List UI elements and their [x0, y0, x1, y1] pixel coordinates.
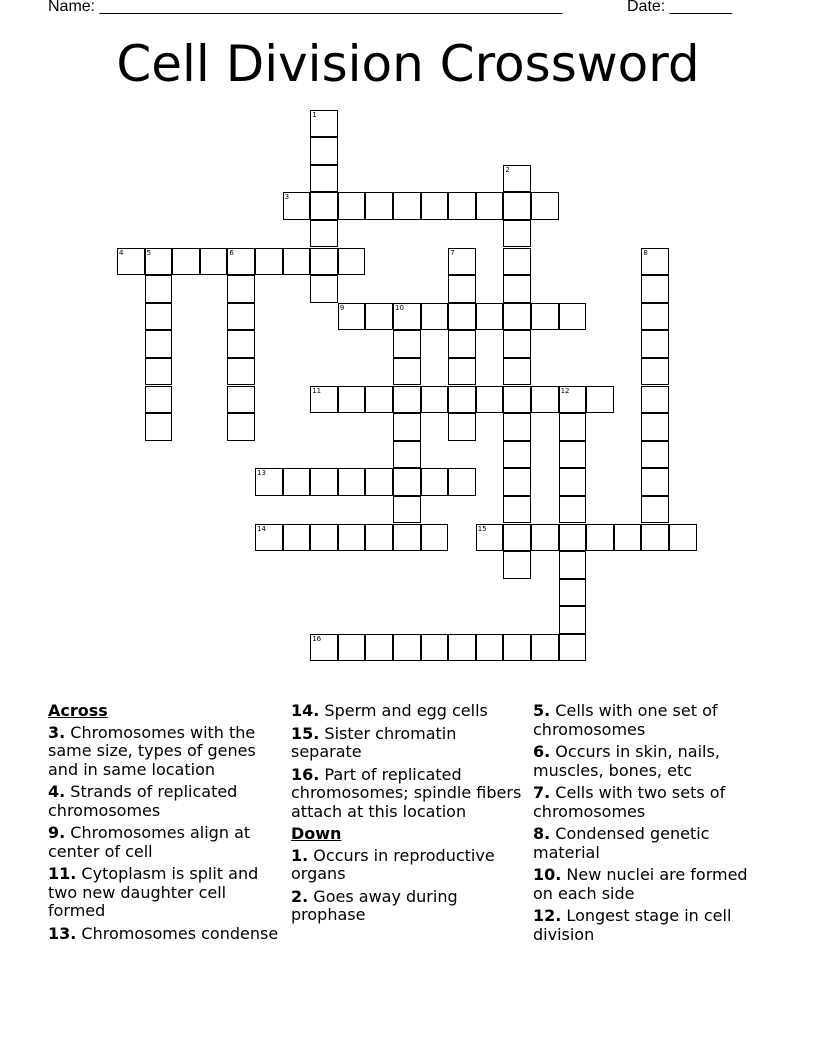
clue-down-7: 7. Cells with two sets of chromosomes — [533, 783, 726, 821]
grid-cell[interactable] — [227, 386, 255, 414]
grid-cell[interactable] — [338, 634, 366, 662]
grid-cell[interactable] — [310, 165, 338, 193]
grid-cell[interactable] — [310, 275, 338, 303]
grid-cell[interactable] — [448, 358, 476, 386]
grid-cell[interactable] — [421, 192, 449, 220]
grid-cell[interactable] — [393, 330, 421, 358]
grid-cell[interactable] — [641, 330, 669, 358]
grid-cell[interactable] — [117, 248, 145, 276]
grid-cell[interactable] — [338, 468, 366, 496]
grid-cell[interactable] — [227, 248, 255, 276]
grid-cell[interactable] — [310, 524, 338, 552]
grid-cell[interactable] — [641, 524, 669, 552]
grid-cell[interactable] — [448, 468, 476, 496]
clue-down-5: 5. Cells with one set of chromosomes — [533, 701, 718, 739]
grid-cell[interactable] — [145, 358, 173, 386]
grid-cell[interactable] — [503, 303, 531, 331]
grid-cell[interactable] — [641, 413, 669, 441]
clue-number: 6 — [229, 248, 234, 257]
grid-cell[interactable] — [338, 248, 366, 276]
grid-cell[interactable] — [421, 468, 449, 496]
grid-cell[interactable] — [503, 551, 531, 579]
grid-cell[interactable] — [145, 413, 173, 441]
clue-number: 7 — [450, 248, 455, 257]
grid-cell[interactable] — [310, 634, 338, 662]
grid-cell[interactable] — [283, 468, 311, 496]
grid-cell[interactable] — [393, 192, 421, 220]
clues-column-3 — [533, 702, 769, 948]
grid-cell[interactable] — [448, 330, 476, 358]
grid-cell[interactable] — [448, 303, 476, 331]
grid-cell[interactable] — [310, 192, 338, 220]
page-title: Cell Division Crossword — [116, 35, 700, 93]
grid-cell[interactable] — [172, 248, 200, 276]
grid-cell[interactable] — [310, 220, 338, 248]
grid-cell[interactable] — [641, 303, 669, 331]
grid-cell[interactable] — [476, 386, 504, 414]
grid-cell[interactable] — [393, 441, 421, 469]
grid-cell[interactable] — [283, 192, 311, 220]
grid-cell[interactable] — [641, 358, 669, 386]
clue-number: 16 — [312, 634, 322, 643]
grid-cell[interactable] — [559, 579, 587, 607]
grid-cell[interactable] — [559, 634, 587, 662]
grid-cell[interactable] — [421, 386, 449, 414]
clue-number: 5 — [146, 248, 152, 257]
grid-cell[interactable] — [669, 524, 697, 552]
clue-across-9: 9. Chromosomes align at center of cell — [48, 823, 251, 861]
grid-cell[interactable] — [365, 303, 393, 331]
clue-number: 11 — [312, 386, 322, 395]
grid-cell[interactable] — [255, 248, 283, 276]
clue-number: 15 — [477, 524, 487, 533]
grid-cell[interactable] — [421, 303, 449, 331]
grid-cell[interactable] — [393, 358, 421, 386]
grid-cell[interactable] — [531, 386, 559, 414]
clue-down-8: 8. Condensed genetic material — [533, 824, 710, 862]
grid-cell[interactable] — [393, 413, 421, 441]
grid-cell[interactable] — [227, 303, 255, 331]
grid-cell[interactable] — [227, 413, 255, 441]
grid-cell[interactable] — [421, 524, 449, 552]
grid-cell[interactable] — [503, 165, 531, 193]
grid-cell[interactable] — [255, 524, 283, 552]
date-field[interactable]: Date: _______ — [627, 0, 732, 15]
grid-cell[interactable] — [338, 192, 366, 220]
grid-cell[interactable] — [559, 413, 587, 441]
grid-cell[interactable] — [531, 303, 559, 331]
clue-number: 2 — [505, 165, 510, 174]
clue-across-3: 3. Chromosomes with the same size, types of genes and in same location — [48, 722, 256, 779]
grid-cell[interactable] — [338, 386, 366, 414]
grid-cell[interactable] — [531, 634, 559, 662]
grid-cell[interactable] — [448, 275, 476, 303]
grid-cell[interactable] — [641, 496, 669, 524]
clue-down-6: 6. Occurs in skin, nails, muscles, bones, etc — [533, 742, 720, 780]
clue-number: 12 — [560, 386, 570, 395]
grid-cell[interactable] — [503, 524, 531, 552]
grid-cell[interactable] — [365, 524, 393, 552]
grid-cell[interactable] — [641, 275, 669, 303]
grid-cell[interactable] — [586, 524, 614, 552]
grid-cell[interactable] — [559, 441, 587, 469]
grid-cell[interactable] — [503, 468, 531, 496]
grid-cell[interactable] — [503, 275, 531, 303]
clue-down-10: 10. New nuclei are formed on each side — [533, 865, 748, 903]
grid-cell[interactable] — [503, 634, 531, 662]
grid-cell[interactable] — [503, 248, 531, 276]
grid-cell[interactable] — [531, 192, 559, 220]
grid-cell[interactable] — [503, 192, 531, 220]
grid-cell[interactable] — [503, 413, 531, 441]
clue-number: 10 — [395, 303, 404, 312]
clue-number: 4 — [119, 248, 124, 257]
clues-column-2 — [291, 702, 527, 929]
clue-down-12: 12. Longest stage in cell division — [533, 906, 732, 944]
grid-cell[interactable] — [227, 330, 255, 358]
grid-cell[interactable] — [393, 468, 421, 496]
clue-across-11: 11. Cytoplasm is split and two new daughter cell formed — [48, 864, 259, 920]
clue-across-14: 14. Sperm and egg cells — [291, 701, 488, 720]
grid-cell[interactable] — [641, 386, 669, 414]
grid-cell[interactable] — [310, 386, 338, 414]
grid-cell[interactable] — [365, 468, 393, 496]
grid-cell[interactable] — [200, 248, 228, 276]
grid-cell[interactable] — [393, 386, 421, 414]
grid-cell[interactable] — [448, 634, 476, 662]
grid-cell[interactable] — [145, 248, 173, 276]
grid-cell[interactable] — [503, 386, 531, 414]
clue-number: 1 — [312, 110, 317, 119]
grid-cell[interactable] — [559, 606, 587, 634]
grid-cell[interactable] — [310, 468, 338, 496]
grid-cell[interactable] — [476, 524, 504, 552]
grid-cell[interactable] — [393, 524, 421, 552]
grid-cell[interactable] — [393, 496, 421, 524]
grid-cell[interactable] — [586, 386, 614, 414]
name-field[interactable]: Name: ____________________________________________________ — [48, 0, 563, 15]
grid-cell[interactable] — [338, 524, 366, 552]
clue-across-4: 4. Strands of replicated chromosomes — [48, 782, 238, 820]
grid-cell[interactable] — [145, 275, 173, 303]
grid-cell[interactable] — [310, 110, 338, 138]
grid-cell[interactable] — [310, 248, 338, 276]
grid-cell[interactable] — [476, 192, 504, 220]
grid-cell[interactable] — [559, 468, 587, 496]
grid-cell[interactable] — [641, 468, 669, 496]
grid-cell[interactable] — [365, 634, 393, 662]
grid-cell[interactable] — [145, 330, 173, 358]
grid-cell[interactable] — [641, 248, 669, 276]
clue-down-2: 2. Goes away during prophase — [291, 886, 458, 924]
grid-cell[interactable] — [448, 192, 476, 220]
clues-column-1 — [48, 702, 284, 947]
grid-cell[interactable] — [365, 386, 393, 414]
clue-across-16: 16. Part of replicated chromosomes; spindle fibers attach at this location — [291, 764, 522, 821]
grid-cell[interactable] — [503, 330, 531, 358]
grid-cell[interactable] — [393, 634, 421, 662]
clue-down-1: 1. Occurs in reproductive organs — [291, 845, 495, 883]
grid-cell[interactable] — [531, 524, 559, 552]
clue-across-13: 13. Chromosomes condense — [48, 923, 279, 943]
grid-cell[interactable] — [559, 496, 587, 524]
clue-number: 14 — [257, 524, 266, 533]
grid-cell[interactable] — [365, 192, 393, 220]
grid-cell[interactable] — [227, 275, 255, 303]
clue-number: 13 — [257, 469, 266, 478]
grid-cell[interactable] — [614, 524, 642, 552]
grid-cell[interactable] — [338, 303, 366, 331]
grid-cell[interactable] — [559, 386, 587, 414]
grid-cell[interactable] — [448, 413, 476, 441]
grid-cell[interactable] — [310, 137, 338, 165]
grid-cell[interactable] — [283, 524, 311, 552]
clue-number: 8 — [643, 248, 648, 257]
grid-cell[interactable] — [503, 441, 531, 469]
across-heading: Across — [48, 701, 108, 720]
grid-cell[interactable] — [476, 303, 504, 331]
grid-cell[interactable] — [503, 496, 531, 524]
grid-cell[interactable] — [255, 468, 283, 496]
grid-cell[interactable] — [145, 386, 173, 414]
grid-cell[interactable] — [503, 220, 531, 248]
grid-cell[interactable] — [476, 634, 504, 662]
grid-cell[interactable] — [559, 551, 587, 579]
down-heading: Down — [291, 824, 342, 843]
grid-cell[interactable] — [641, 441, 669, 469]
grid-cell[interactable] — [448, 248, 476, 276]
grid-cell[interactable] — [559, 303, 587, 331]
grid-cell[interactable] — [227, 358, 255, 386]
grid-cell[interactable] — [283, 248, 311, 276]
grid-cell[interactable] — [145, 303, 173, 331]
grid-cell[interactable] — [421, 634, 449, 662]
grid-cell[interactable] — [448, 386, 476, 414]
grid-cell[interactable] — [559, 524, 587, 552]
clue-number: 3 — [284, 193, 290, 202]
grid-cell[interactable] — [393, 303, 421, 331]
clue-across-15: 15. Sister chromatin separate — [291, 723, 457, 761]
clue-number: 9 — [339, 303, 345, 312]
grid-cell[interactable] — [503, 358, 531, 386]
